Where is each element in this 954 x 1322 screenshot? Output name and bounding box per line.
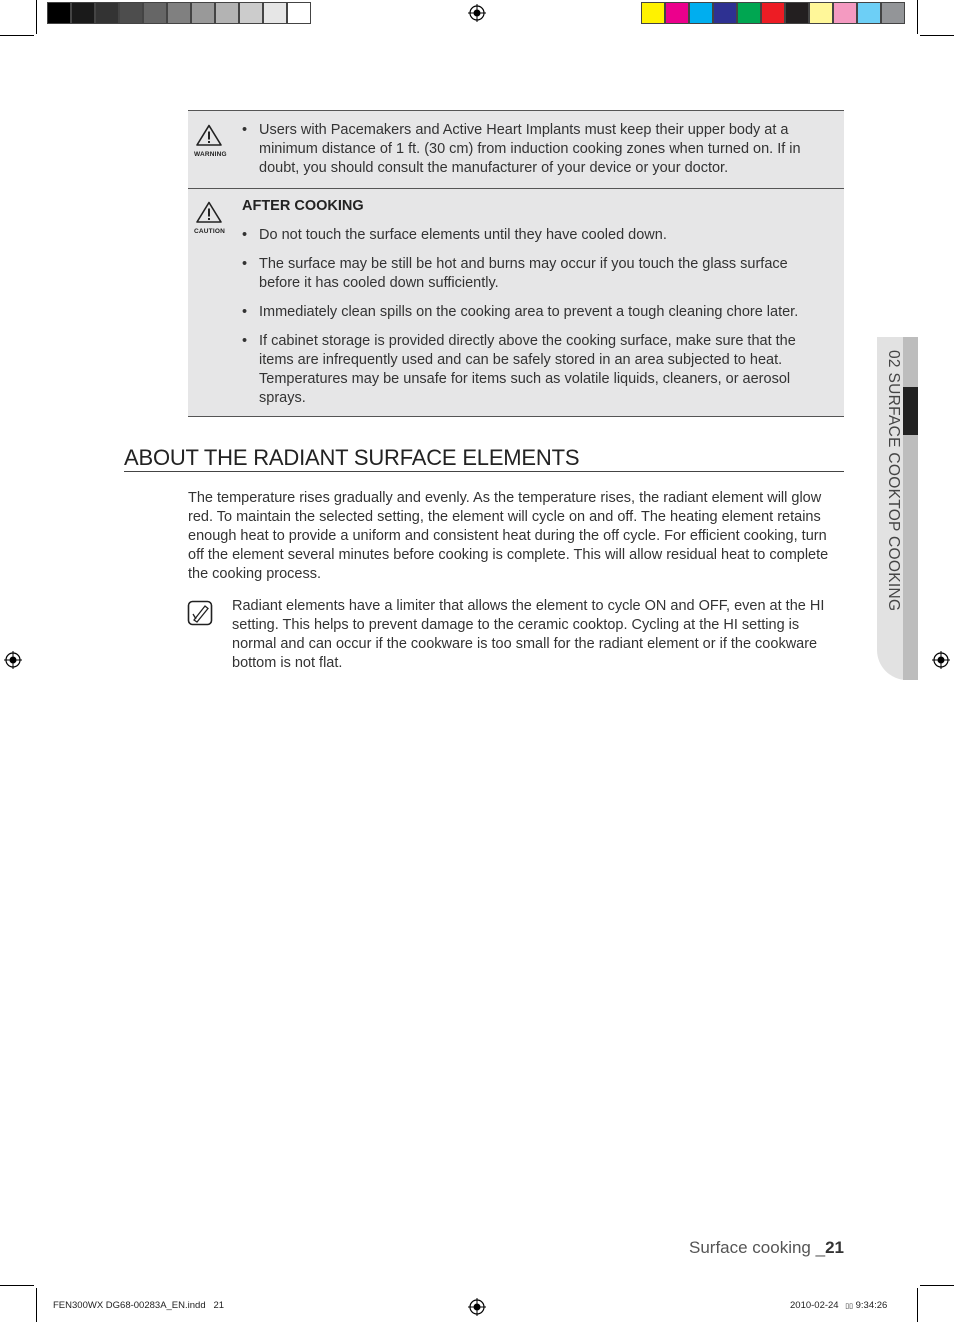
calibration-swatch [833,2,857,24]
section-title-rule [124,471,844,472]
warning-triangle-icon [196,124,222,146]
note-text: Radiant elements have a limiter that allows the element to cycle ON and OFF, even at the HI setting. This helps to prevent damage to the ceramic cooktop. Cycling at the HI setting is normal and can occur if the cookware is too small for the radiant element or if the cookware bottom is not flat. [232,598,825,671]
print-slug-time: 9:34:26 [855,1300,888,1311]
registration-mark-icon [468,1298,486,1316]
calibration-swatch [191,2,215,24]
calibration-swatch [857,2,881,24]
chapter-tab-label: 02 SURFACE COOKTOP COOKING [885,350,902,612]
calibration-swatch [95,2,119,24]
caution-heading: AFTER COOKING [242,198,364,214]
calibration-swatch [881,2,905,24]
calibration-swatch [167,2,191,24]
print-slug-timestamp [790,1300,887,1311]
list-item: • Immediately clean spills on the cooking area to prevent a tough cleaning chore later. [242,303,832,322]
caution-label: CAUTION [194,228,226,235]
calibration-swatch [761,2,785,24]
warning-label: WARNING [194,151,227,158]
caution-box [188,189,844,416]
calibration-swatch [665,2,689,24]
warning-box [188,111,844,188]
calibration-swatch [215,2,239,24]
crop-mark [917,0,918,34]
list-item: • Do not touch the surface elements until they have cooled down. [242,226,832,245]
calibration-swatch [641,2,665,24]
print-slug-file: FEN300WX DG68-00283A_EN.indd 21 [53,1300,225,1311]
calibration-swatch [263,2,287,24]
crop-mark [36,1288,37,1322]
registration-mark-icon [468,4,486,22]
warning-list [242,121,832,178]
caution-list [242,226,832,408]
registration-mark-icon [932,651,950,669]
calibration-swatch [809,2,833,24]
page-footer [600,1238,844,1258]
section-title: ABOUT THE RADIANT SURFACE ELEMENTS [124,445,580,470]
calibration-swatch [785,2,809,24]
list-item: • Users with Pacemakers and Active Heart Implants must keep their upper body at a minimum distance of 1 ft. (30 cm) from induction cooking zones when turned on. If in doubt, you should consult the manufacturer of your device or your doctor. [242,121,832,178]
footer-section-name: Surface cooking _ [688,1238,826,1257]
crop-mark [920,35,954,36]
crop-mark [917,1288,918,1322]
crop-mark [0,35,34,36]
calibration-swatch [287,2,311,24]
caution-box-bottom-rule [188,416,844,417]
print-slug-date: 2010-02-24 [790,1300,839,1311]
calibration-swatch [239,2,263,24]
calibration-swatch [689,2,713,24]
warning-symbol [194,124,227,158]
chapter-tab-marker [903,387,918,435]
crop-mark [920,1285,954,1286]
registration-mark-icon [4,651,22,669]
calibration-swatch [119,2,143,24]
calibration-swatch [713,2,737,24]
crop-mark [0,1285,34,1286]
crop-mark [36,0,37,34]
list-item: • The surface may be still be hot and burns may occur if you touch the glass surface before it has cooled down sufficiently. [242,255,832,293]
calibration-swatch [143,2,167,24]
print-slug-time-marker: ▯▯ [845,1303,853,1310]
calibration-swatch [47,2,71,24]
caution-triangle-icon [196,201,222,223]
page-number: 21 [825,1238,844,1257]
calibration-swatch [737,2,761,24]
calibration-swatch [71,2,95,24]
section-body: The temperature rises gradually and evenly. As the temperature rises, the radiant element will glow red. To maintain the selected setting, the element will cycle on and off. The heating element retains enough heat to provide a uniform and consistent heat during the off cycle. For efficient cooking, turn off the element several minutes before cooking is complete. This will allow residual heat to complete the cooking process. [188,490,829,582]
note-pencil-icon [187,600,213,626]
list-item: • If cabinet storage is provided directly above the cooking surface, make sure that the items are infrequently used and can be safely stored in an area subjected to heat. Temperatures may be unsafe for items such as volatile liquids, cleaners, or aerosol sprays. [242,332,832,408]
caution-symbol [194,201,224,235]
